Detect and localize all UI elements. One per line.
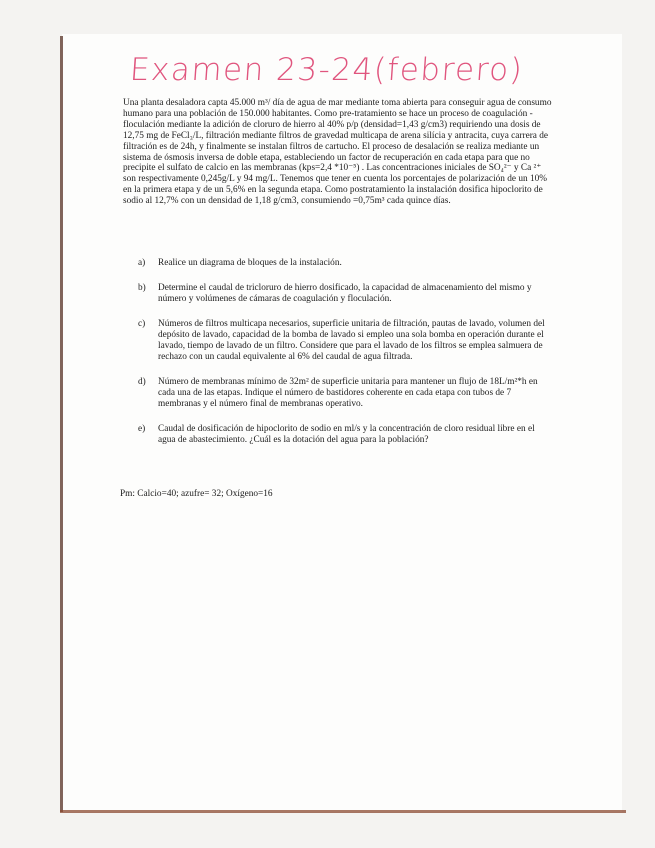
question-a <box>138 258 548 269</box>
question-label: a) <box>138 258 146 268</box>
handwritten-title: Examen 23-24(febrero) <box>128 52 525 88</box>
question-list <box>138 258 548 446</box>
left-margin-line <box>60 36 63 812</box>
question-label: c) <box>138 319 146 329</box>
question-e <box>138 424 548 446</box>
question-text: Números de filtros multicapa necesarios, superficie unitaria de filtración, pautas de lavado, volumen del depósito de lavado, capacidad de la bomba de lavado si empleo una sola bomba en operación durante el lavado, tiempo de lavado de un filtro. Considere que para el lavado de los filtros se emplea salmuera de rechazo con un caudal equivalente al 6% del caudal de agua filtrada. <box>158 319 545 362</box>
problem-statement: Una planta desaladora capta 45.000 m³/ día de agua de mar mediante toma abierta para conseguir agua de consumo humano para una población de 150.000 habitantes. Como pre-tratamiento se hace un proceso de coagulación -floculación mediante la adición de cloruro de hierro al 40% p/p (densidad=1,43 g/cm3) requiriendo una dosis de 12,75 mg de FeCl₃/L, filtración mediante filtros de gravedad multicapa de arena silícia y antracita, cuya carrera de filtración es de 24h, y finalmente se instalan filtros de cartucho. El proceso de desalación se realiza mediante un sistema de ósmosis inversa de doble etapa, estableciendo un factor de recuperación en cada etapa para que no precipite el sulfato de calcio en las membranas (kps=2,4 *10⁻⁵) . Las concentraciones iniciales de SO₄²⁻ y Ca ²⁺ son respectivamente 0,245g/L y 94 mg/L. Tenemos que tener en cuenta los porcentajes de polarización de un 10% en la primera etapa y de un 5,6% en la segunda etapa. Como postratamiento la instalación dosifica hipoclorito de sodio al 12,7% con un densidad de 1,18 g/cm3, consumiendo =0,75m³ cada quince días. <box>123 98 552 207</box>
bottom-edge-line <box>60 810 626 813</box>
question-b <box>138 283 548 305</box>
molecular-weights-note: Pm: Calcio=40; azufre= 32; Oxígeno=16 <box>120 489 273 499</box>
question-text: Realice un diagrama de bloques de la instalación. <box>158 258 342 268</box>
question-text: Caudal de dosificación de hipoclorito de sodio en ml/s y la concentración de cloro residual libre en el agua de abastecimiento. ¿Cuál es la dotación del agua para la población? <box>158 424 535 445</box>
question-text: Determine el caudal de tricloruro de hierro dosificado, la capacidad de almacenamiento del mismo y número y volúmenes de cámaras de coagulación y floculación. <box>158 283 532 304</box>
question-label: e) <box>138 424 146 434</box>
question-label: b) <box>138 283 146 293</box>
question-label: d) <box>138 377 146 387</box>
question-c <box>138 319 548 363</box>
question-text: Número de membranas mínimo de 32m² de superficie unitaria para mantener un flujo de 18L/m²*h en cada una de las etapas. Indique el número de bastidores coherente en cada etapa con tubos de 7 membranas y el número final de membranas operativo. <box>158 377 538 409</box>
question-d <box>138 377 548 410</box>
